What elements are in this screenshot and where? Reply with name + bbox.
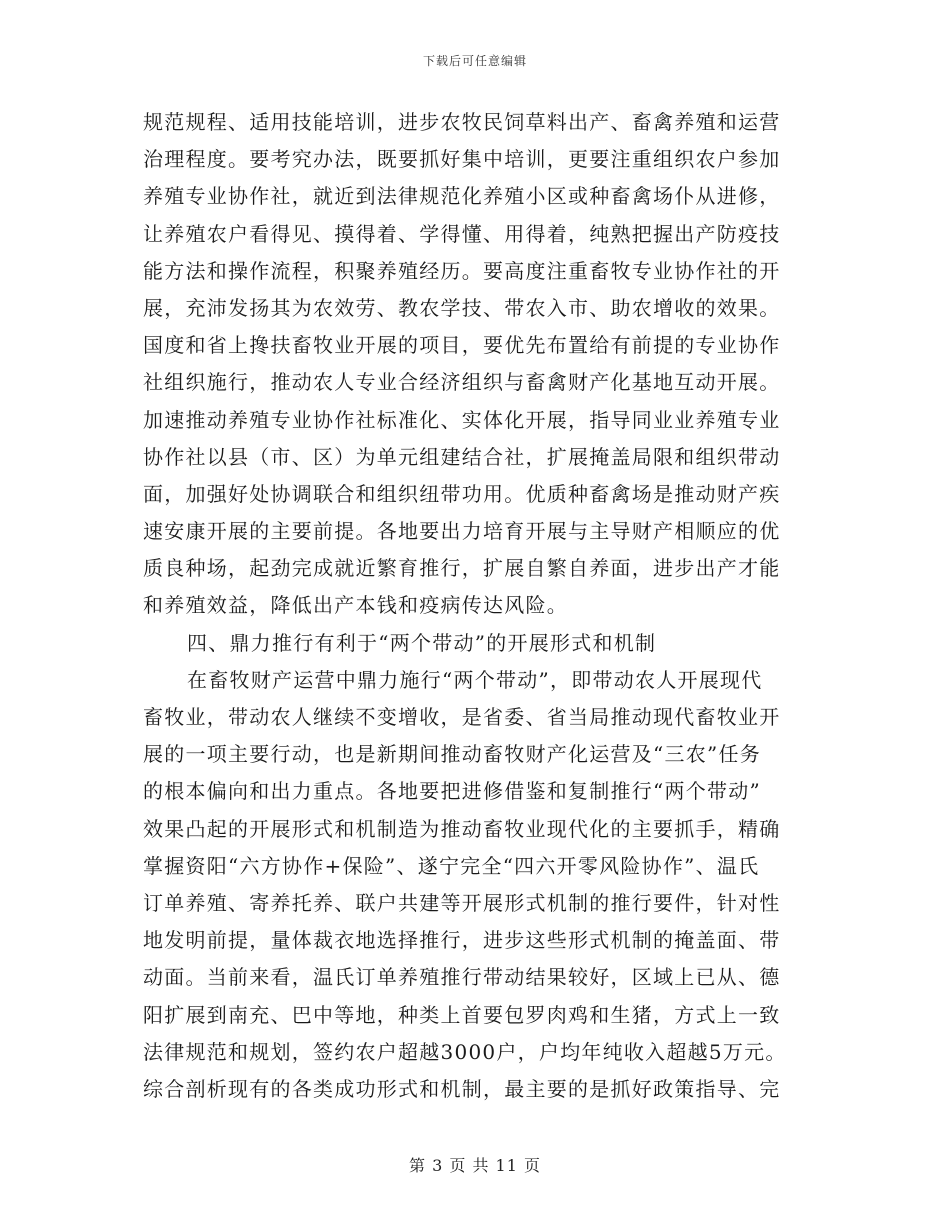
text-line: 效果凸起的开展形式和机制造为推动畜牧业现代化的主要抓手，精确 <box>143 816 781 841</box>
text-line: 综合剖析现有的各类成功形式和机制，最主要的是抓好政策指导、完 <box>143 1076 781 1101</box>
text-line: 速安康开展的主要前提。各地要出力培育开展与主导财产相顺应的优 <box>143 519 781 544</box>
section-heading: 四、鼎力推行有利于“两个带动”的开展形式和机制 <box>187 630 657 655</box>
text-line: 让养殖农户看得见、摸得着、学得懂、用得着，纯熟把握出产防疫技 <box>143 221 781 246</box>
page-footer: 第 3 页 共 11 页 <box>409 1156 541 1175</box>
paragraph-start-line: 在畜牧财产运营中鼎力施行“两个带动”，即带动农人开展现代 <box>187 667 763 692</box>
text-line: 订单养殖、寄养托养、联户共建等开展形式机制的推行要件，针对性 <box>143 890 781 915</box>
text-line: 社组织施行，推动农人专业合经济组织与畜禽财产化基地互动开展。 <box>143 370 781 395</box>
text-line: 地发明前提，量体裁衣地选择推行，进步这些形式机制的掩盖面、带 <box>143 928 781 953</box>
text-line: 国度和省上搀扶畜牧业开展的项目，要优先布置给有前提的专业协作 <box>143 333 781 358</box>
text-line: 的根本偏向和出力重点。各地要把进修借鉴和复制推行“两个带动” <box>143 779 761 804</box>
text-line: 动面。当前来看，温氏订单养殖推行带动结果较好，区域上已从、德 <box>143 965 781 990</box>
page-header: 下载后可任意编辑 <box>422 54 527 68</box>
text-line: 治理程度。要考究办法，既要抓好集中培训，更要注重组织农户参加 <box>143 147 781 172</box>
text-line: 阳扩展到南充、巴中等地，种类上首要包罗肉鸡和生猪，方式上一致 <box>143 1002 781 1027</box>
text-line: 掌握资阳“六方协作+保险”、遂宁完全“四六开零风险协作”、温氏 <box>143 853 760 878</box>
body-text <box>143 104 808 1108</box>
text-line: 面，加强好处协调联合和组织纽带功用。优质种畜禽场是推动财产疾 <box>143 481 781 506</box>
text-line: 加速推动养殖专业协作社标准化、实体化开展，指导同业业养殖专业 <box>143 407 781 432</box>
text-line: 养殖专业协作社，就近到法律规范化养殖小区或种畜禽场仆从进修， <box>143 184 781 209</box>
text-line: 规范规程、适用技能培训，进步农牧民饲草料出产、畜禽养殖和运营 <box>143 110 781 134</box>
text-line: 法律规范和规划，签约农户超越3000户，户均年纯收入超越5万元。 <box>143 1039 787 1064</box>
text-line: 展的一项主要行动，也是新期间推动畜牧财产化运营及“三农”任务 <box>143 742 761 767</box>
text-line: 畜牧业，带动农人继续不变增收，是省委、省当局推动现代畜牧业开 <box>143 705 781 729</box>
text-line: 和养殖效益，降低出产本钱和疫病传达风险。 <box>143 593 568 618</box>
text-line: 能方法和操作流程，积聚养殖经历。要高度注重畜牧专业协作社的开 <box>143 258 781 283</box>
text-line: 质良种场，起劲完成就近繁育推行，扩展自繁自养面，进步出产才能 <box>143 556 781 581</box>
text-line: 展，充沛发扬其为农效劳、教农学技、带农入市、助农增收的效果。 <box>143 295 781 320</box>
text-line: 协作社以县（市、区）为单元组建结合社，扩展掩盖局限和组织带动 <box>143 444 781 469</box>
